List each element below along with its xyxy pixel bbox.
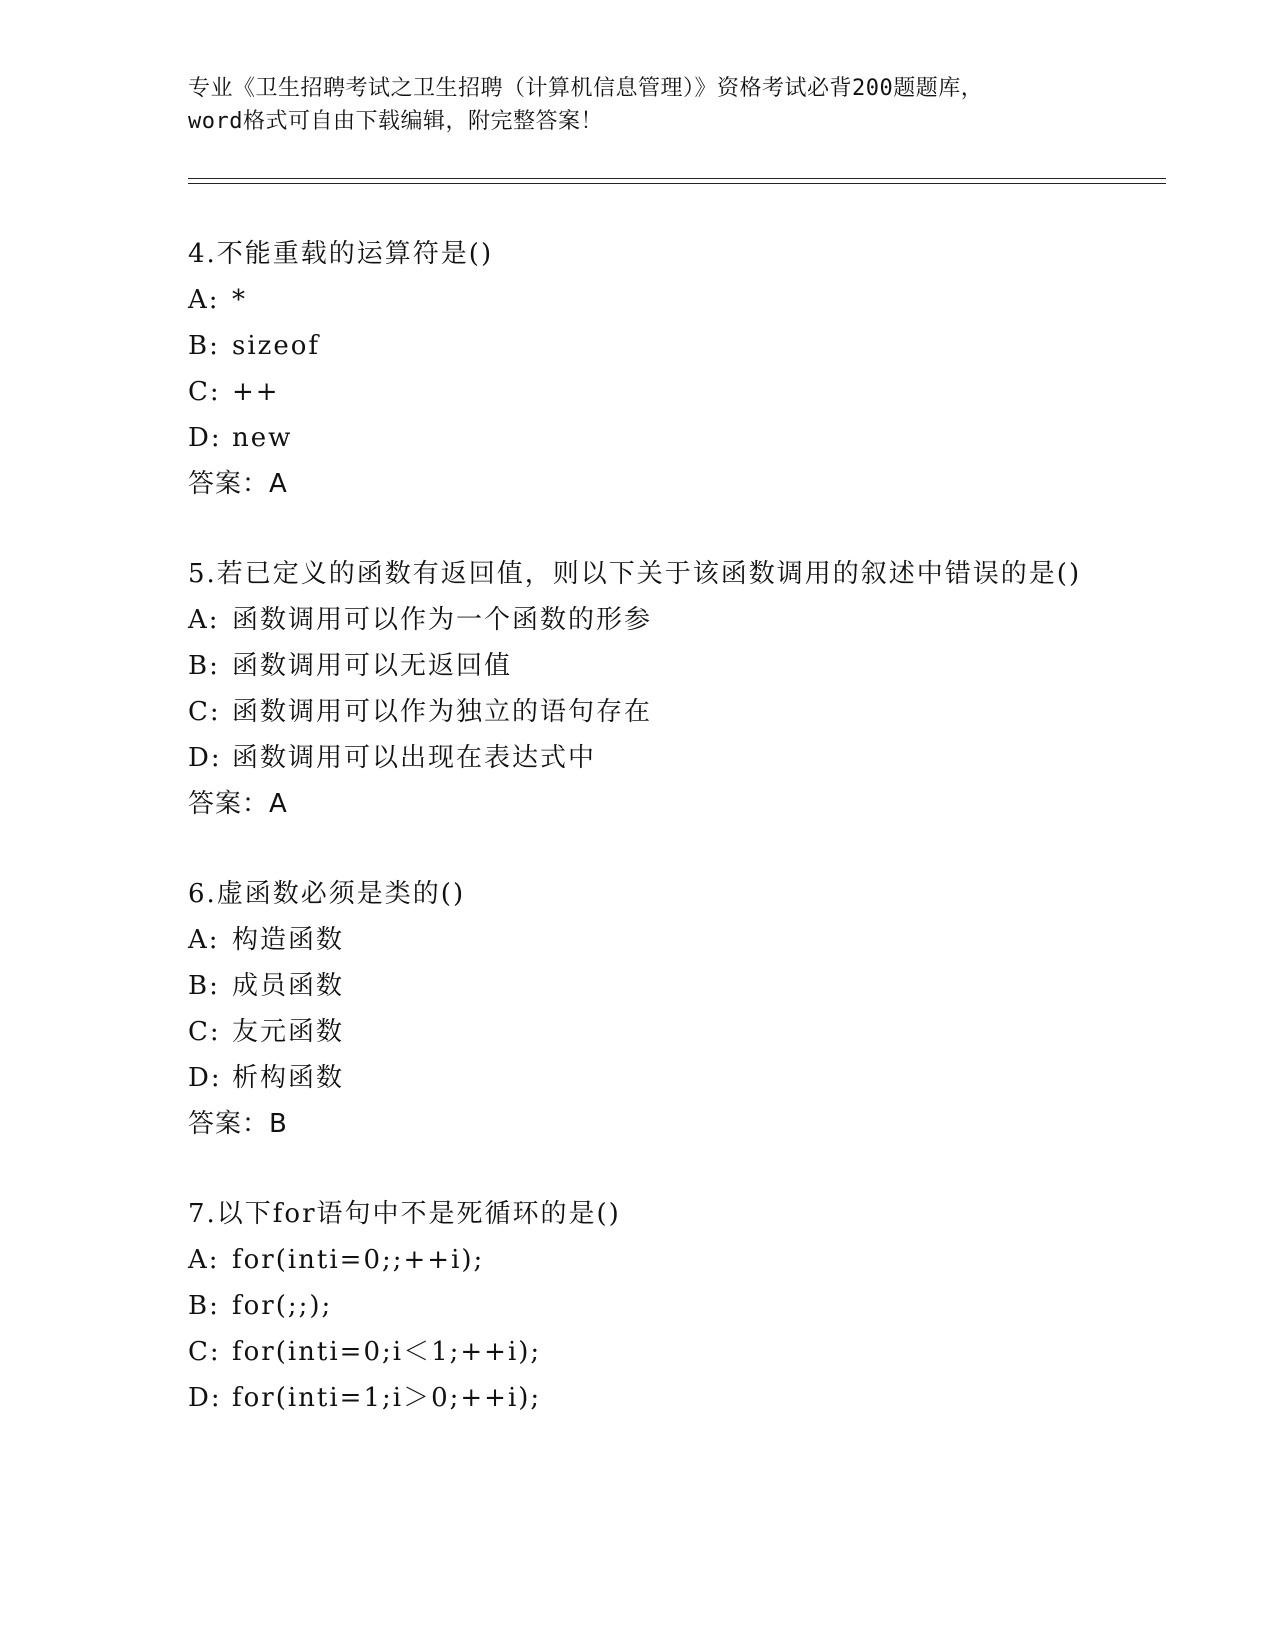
question-6: [188, 872, 1108, 1147]
document-header: [188, 72, 1088, 138]
option-text: ++: [232, 377, 280, 407]
option-text: for(inti=0;i＜1;++i);: [232, 1337, 542, 1367]
option-c: [188, 1329, 1108, 1375]
option-text: 函数调用可以作为独立的语句存在: [232, 697, 653, 727]
question-5: [188, 552, 1108, 827]
option-b: [188, 323, 1108, 369]
option-text: 析构函数: [232, 1063, 345, 1093]
option-text: 友元函数: [232, 1017, 345, 1047]
header-line-2: word格式可自由下载编辑，附完整答案！: [188, 109, 603, 134]
option-text: sizeof: [232, 331, 321, 361]
option-c: [188, 689, 1108, 735]
option-key: B:: [188, 971, 220, 1001]
option-key: D:: [188, 423, 222, 453]
option-a: [188, 917, 1108, 963]
option-text: for(;;);: [232, 1291, 333, 1321]
question-list: [188, 232, 1108, 1466]
option-text: new: [232, 423, 293, 453]
answer-line: 答案：B: [188, 1109, 288, 1139]
option-a: [188, 597, 1108, 643]
question-4: [188, 232, 1108, 507]
option-d: [188, 415, 1108, 461]
option-b: [188, 1283, 1108, 1329]
option-key: A:: [188, 285, 220, 315]
option-c: [188, 369, 1108, 415]
answer-line: 答案：A: [188, 469, 288, 499]
option-key: D:: [188, 1063, 222, 1093]
option-b: [188, 643, 1108, 689]
option-c: [188, 1009, 1108, 1055]
header-divider-bottom: [188, 183, 1166, 184]
header-divider-top: [188, 178, 1166, 179]
option-text: 函数调用可以作为一个函数的形参: [232, 605, 653, 635]
option-text: for(inti=1;i＞0;++i);: [232, 1383, 542, 1413]
option-key: A:: [188, 1245, 220, 1275]
option-key: B:: [188, 651, 220, 681]
option-text: 函数调用可以无返回值: [232, 651, 513, 681]
option-a: [188, 277, 1108, 323]
option-b: [188, 963, 1108, 1009]
header-line-1: 专业《卫生招聘考试之卫生招聘（计算机信息管理）》资格考试必背200题题库，: [188, 76, 984, 101]
option-key: C:: [188, 377, 221, 407]
option-d: [188, 1055, 1108, 1101]
option-key: A:: [188, 925, 220, 955]
question-text: 6.虚函数必须是类的(): [188, 879, 466, 909]
option-text: 函数调用可以出现在表达式中: [232, 743, 597, 773]
option-text: for(inti=0;;++i);: [232, 1245, 485, 1275]
option-text: 构造函数: [232, 925, 345, 955]
option-text: *: [232, 285, 247, 315]
option-text: 成员函数: [232, 971, 345, 1001]
question-text: 4.不能重载的运算符是(): [188, 239, 494, 269]
option-key: C:: [188, 697, 221, 727]
option-a: [188, 1237, 1108, 1283]
option-key: C:: [188, 1337, 221, 1367]
question-text: 7.以下for语句中不是死循环的是(): [188, 1199, 621, 1229]
option-d: [188, 1375, 1108, 1421]
answer-line: 答案：A: [188, 789, 288, 819]
question-text: 5.若已定义的函数有返回值，则以下关于该函数调用的叙述中错误的是(): [188, 559, 1082, 589]
question-7: [188, 1192, 1108, 1421]
option-key: C:: [188, 1017, 221, 1047]
option-key: D:: [188, 1383, 222, 1413]
option-key: B:: [188, 331, 220, 361]
option-key: D:: [188, 743, 222, 773]
option-key: B:: [188, 1291, 220, 1321]
option-key: A:: [188, 605, 220, 635]
option-d: [188, 735, 1108, 781]
